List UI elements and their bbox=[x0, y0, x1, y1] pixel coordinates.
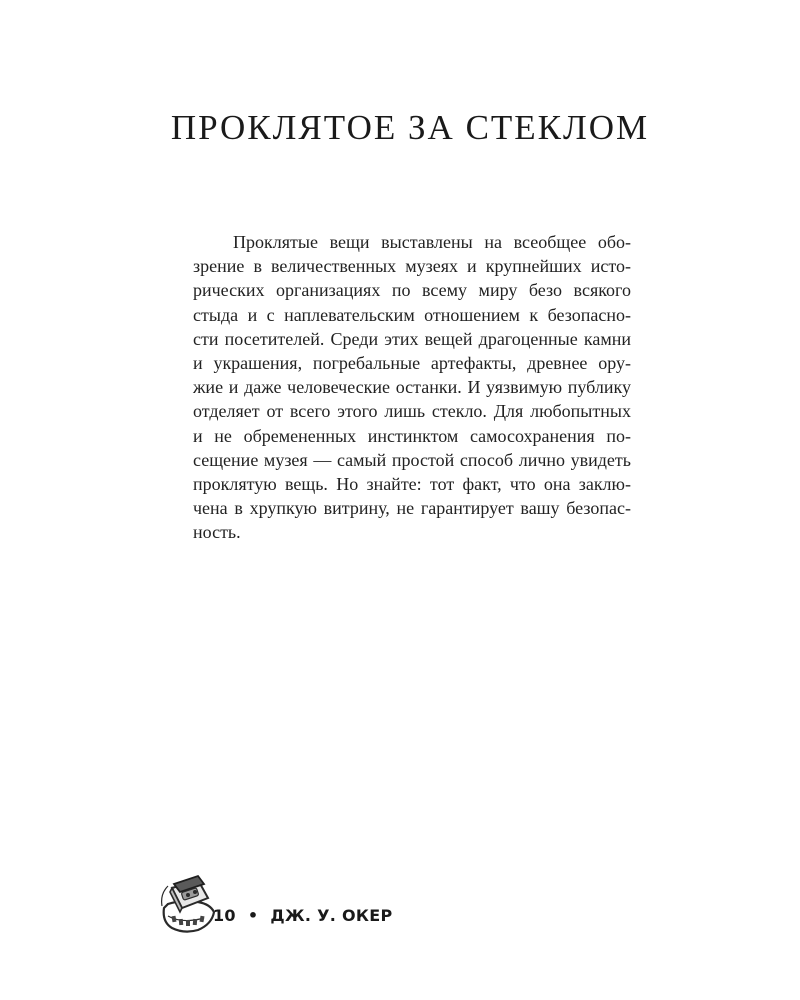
text-line: рических организациях по всему миру безо всякого bbox=[193, 280, 631, 301]
text-line: чена в хрупкую витрину, не гарантирует вашу безопас- bbox=[193, 498, 631, 519]
text-line: сти посетителей. Среди этих вещей драгоценные камни bbox=[193, 328, 631, 349]
footer-text bbox=[213, 906, 393, 925]
text-line: стыда и с наплевательским отношением к безопасно- bbox=[193, 304, 631, 325]
text-line: проклятую вещь. Но знайте: тот факт, что она заклю- bbox=[193, 473, 631, 494]
text-line: ность. bbox=[193, 522, 241, 543]
text-line: жие и даже человеческие останки. И уязвимую публику bbox=[193, 377, 631, 398]
text-line: и украшения, погребальные артефакты, древнее ору- bbox=[193, 352, 631, 373]
page-footer bbox=[158, 868, 393, 932]
text-line: Проклятые вещи выставлены на всеобщее обо- bbox=[233, 232, 631, 252]
chapter-title: ПРОКЛЯТОЕ ЗА СТЕКЛОМ bbox=[170, 108, 650, 147]
bullet-separator: • bbox=[247, 906, 259, 925]
text-line: сещение музея — самый простой способ лично увидеть bbox=[193, 449, 631, 470]
text-line: зрение в величественных музеях и крупнейших исто- bbox=[193, 256, 631, 277]
page-number: 10 bbox=[213, 906, 236, 925]
text-line: и не обремененных инстинктом самосохранения по- bbox=[193, 425, 631, 446]
author-name: ДЖ. У. ОКЕР bbox=[270, 906, 393, 925]
music-box-icon bbox=[158, 870, 218, 932]
text-line: отделяет от всего этого лишь стекло. Для любопытных bbox=[193, 401, 631, 422]
body-paragraph bbox=[193, 230, 631, 544]
